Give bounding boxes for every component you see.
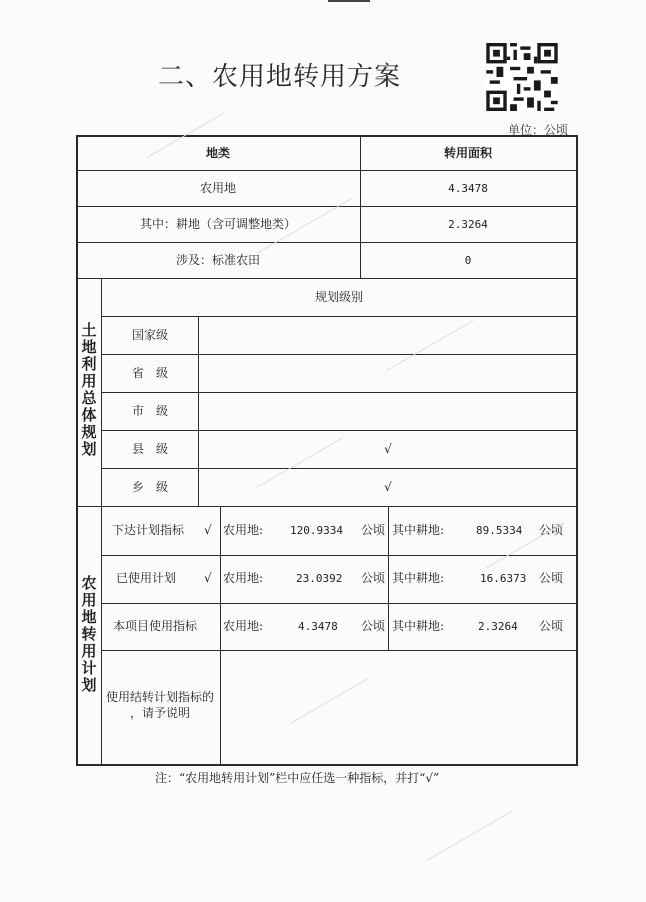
planning-level-label: 国家级 — [131, 328, 169, 342]
page-title: 二、农用地转用方案 — [158, 62, 402, 92]
unit-text: 公顷 — [361, 571, 386, 585]
unit-text: 公顷 — [539, 619, 564, 633]
farm-label: 农用地: — [223, 619, 264, 633]
row-divider — [77, 242, 577, 243]
conversion-side-title: 农用地转用计划 — [81, 574, 97, 694]
farm-label: 农用地: — [223, 571, 264, 585]
unit-text: 公顷 — [361, 523, 386, 537]
row-divider — [101, 650, 577, 651]
row-divider — [101, 468, 577, 469]
arable-value: 16.6373 — [480, 572, 527, 585]
checkmark: √ — [384, 442, 392, 456]
land-row-value: 2.3264 — [448, 218, 488, 231]
planning-level-label: 乡 级 — [131, 480, 169, 494]
column-divider — [220, 506, 221, 765]
planning-level-label: 市 级 — [131, 404, 169, 418]
balance-label-line1: 使用结转计划指标的 — [105, 690, 215, 704]
arable-value: 89.5334 — [476, 524, 523, 537]
land-row-label: 农用地 — [199, 181, 237, 195]
land-row-value: 4.3478 — [448, 182, 488, 195]
column-divider — [360, 136, 361, 278]
watermark-stroke — [426, 810, 513, 861]
arable-value: 2.3264 — [478, 620, 518, 633]
unit-label: 单位：公顷 — [508, 123, 569, 137]
land-row-label: 涉及：标准农田 — [175, 253, 261, 267]
conversion-row-label: 下达计划指标 — [112, 523, 185, 537]
planning-header: 规划级别 — [314, 290, 364, 304]
footnote: 注：“农用地转用计划”栏中应任选一种指标，并打“√” — [155, 771, 440, 785]
header-land-type: 地类 — [205, 146, 231, 160]
row-divider — [101, 392, 577, 393]
arable-label: 其中耕地: — [392, 619, 445, 633]
balance-label-line2: ，请予说明 — [129, 706, 191, 720]
section-divider — [77, 506, 577, 507]
farm-value: 120.9334 — [290, 524, 343, 537]
side-column-divider — [101, 278, 102, 765]
checkmark: √ — [384, 480, 392, 494]
checkmark: √ — [204, 523, 212, 537]
land-row-value: 0 — [464, 254, 472, 267]
top-edge-mark — [328, 0, 370, 2]
conversion-row-label: 本项目使用指标 — [113, 619, 198, 633]
row-divider — [101, 354, 577, 355]
planning-level-label: 县 级 — [131, 442, 169, 456]
farm-value: 23.0392 — [296, 572, 343, 585]
unit-text: 公顷 — [361, 619, 386, 633]
row-divider — [77, 170, 577, 171]
arable-label: 其中耕地: — [392, 523, 445, 537]
conversion-row-label: 已使用计划 — [116, 571, 177, 585]
arable-label: 其中耕地: — [392, 571, 445, 585]
land-row-label: 其中：耕地（含可调整地类） — [139, 217, 297, 231]
checkmark: √ — [204, 571, 212, 585]
column-divider — [388, 506, 389, 650]
row-divider — [77, 278, 577, 279]
planning-level-label: 省 级 — [131, 366, 169, 380]
row-divider — [101, 603, 577, 604]
qr-code-icon — [486, 43, 558, 111]
column-divider — [198, 316, 199, 506]
unit-text: 公顷 — [539, 523, 564, 537]
row-divider — [101, 430, 577, 431]
farm-value: 4.3478 — [298, 620, 338, 633]
unit-text: 公顷 — [539, 571, 564, 585]
header-area: 转用面积 — [443, 146, 493, 160]
farm-label: 农用地: — [223, 523, 264, 537]
row-divider — [101, 316, 577, 317]
planning-side-title: 土地利用总体规划 — [81, 321, 97, 458]
row-divider — [77, 206, 577, 207]
